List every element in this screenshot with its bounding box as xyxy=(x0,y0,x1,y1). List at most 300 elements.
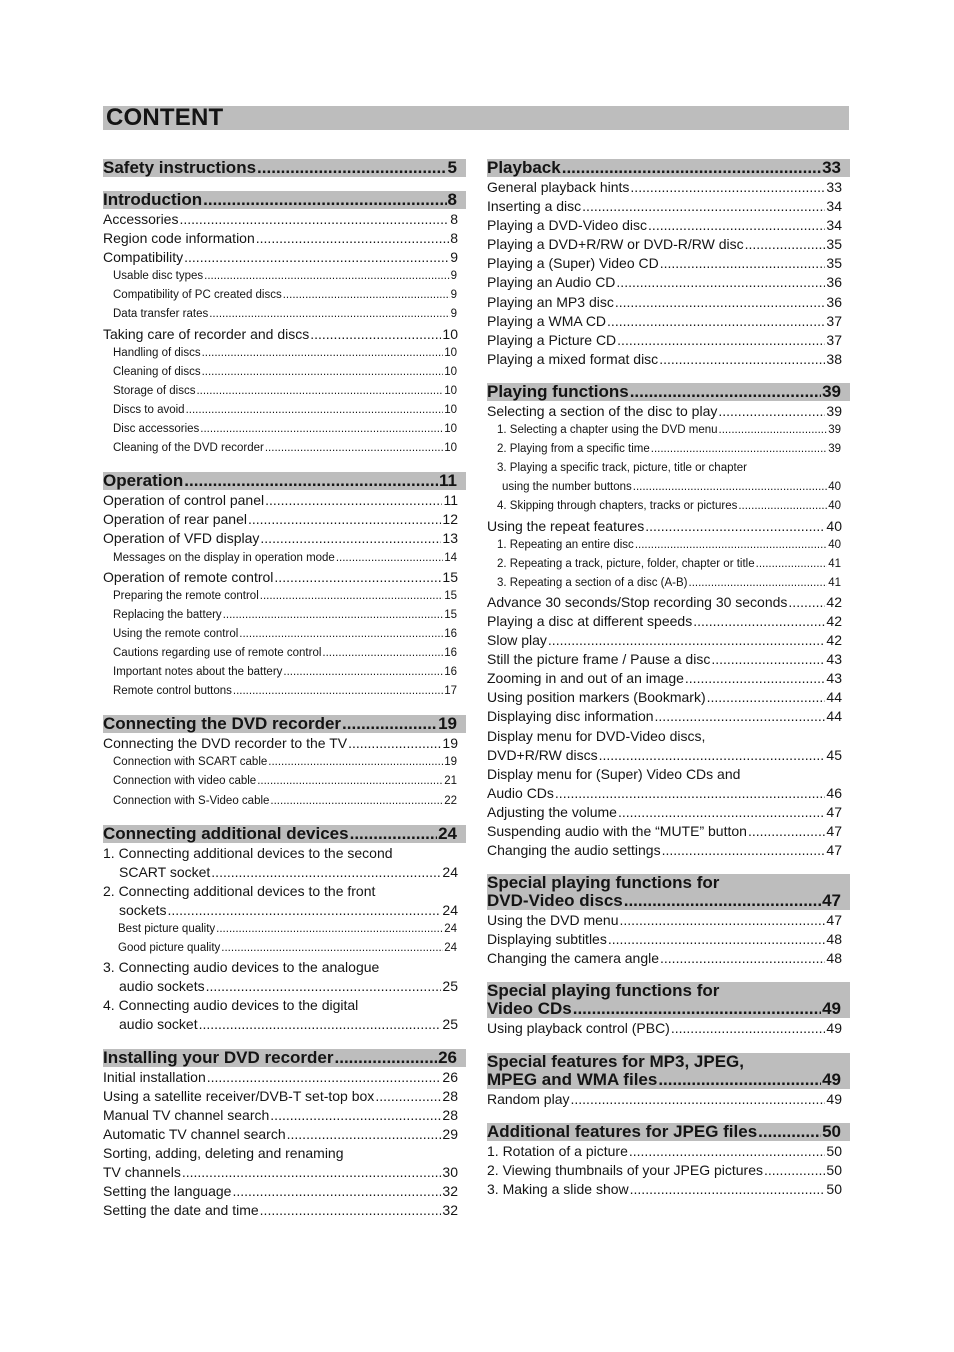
toc-entry[interactable] xyxy=(487,1019,850,1038)
entry-title: Slow play xyxy=(487,632,547,649)
toc-entry[interactable] xyxy=(487,254,850,273)
toc-entry[interactable] xyxy=(103,734,466,753)
entry-title: Using playback control (PBC) xyxy=(487,1020,670,1037)
entry-title: 3. Making a slide show xyxy=(487,1180,629,1197)
entry-title: Storage of discs xyxy=(113,384,196,397)
entry-page: 14 xyxy=(444,551,457,564)
leader-dots xyxy=(179,210,449,229)
entry-title: Operation of control panel xyxy=(103,492,265,509)
toc-entry[interactable] xyxy=(487,273,850,292)
entry-title: Displaying disc information xyxy=(487,708,654,725)
toc-entry[interactable] xyxy=(487,1090,850,1109)
entry-page: 44 xyxy=(826,708,842,725)
toc-entry[interactable] xyxy=(487,784,850,803)
entry-title: Playing a disc at different speeds xyxy=(487,612,693,629)
leader-dots xyxy=(620,911,826,930)
toc-entry[interactable] xyxy=(103,420,466,439)
leader-dots xyxy=(283,663,443,682)
leader-dots xyxy=(184,248,449,267)
entry-title: Connection with S-Video cable xyxy=(113,794,270,807)
leader-dots xyxy=(342,715,437,733)
entry-title: 2. Viewing thumbnails of your JPEG pictures xyxy=(487,1161,763,1178)
toc-entry[interactable] xyxy=(487,293,850,312)
toc-entry[interactable] xyxy=(487,803,850,822)
entry-title: SCART socket xyxy=(119,863,211,880)
toc-entry[interactable] xyxy=(103,286,466,305)
toc-entry[interactable] xyxy=(103,1125,466,1144)
entry-title: using the number buttons xyxy=(502,481,632,494)
entry-page: 40 xyxy=(828,481,841,494)
leader-dots xyxy=(689,574,828,593)
toc-entry[interactable] xyxy=(103,529,466,548)
entry-title: Video CDs xyxy=(487,1000,572,1019)
entry-page: 16 xyxy=(444,627,457,640)
entry-page: 10 xyxy=(442,325,458,342)
toc-entry[interactable] xyxy=(487,350,850,369)
section-heading[interactable] xyxy=(103,715,466,733)
entry-title: Connecting the DVD recorder to the TV xyxy=(103,735,348,752)
entry-page: 39 xyxy=(826,402,842,419)
toc-entry[interactable] xyxy=(103,977,466,996)
entry-page: 25 xyxy=(442,978,458,995)
toc-entry[interactable] xyxy=(487,631,850,650)
section-heading-line[interactable] xyxy=(487,892,850,910)
entry-title: Taking care of recorder and discs xyxy=(103,325,310,342)
toc-entry[interactable] xyxy=(103,644,466,663)
leader-dots xyxy=(335,1049,438,1067)
leader-dots xyxy=(257,159,446,177)
toc-entry[interactable] xyxy=(487,402,850,421)
toc-entry[interactable] xyxy=(487,746,850,765)
toc-entry[interactable] xyxy=(487,949,850,968)
toc-entry[interactable] xyxy=(487,911,850,930)
toc-entry[interactable] xyxy=(103,305,466,324)
entry-title: Audio CDs xyxy=(487,784,554,801)
entry-title: Connection with video cable xyxy=(113,775,257,788)
leader-dots xyxy=(233,682,443,701)
toc-entry[interactable] xyxy=(103,901,466,920)
toc-section xyxy=(487,1053,850,1109)
entry-page: 36 xyxy=(826,274,842,291)
entry-page: 41 xyxy=(828,576,841,589)
entry-page: 36 xyxy=(826,293,842,310)
toc-entry[interactable] xyxy=(103,792,466,811)
toc-section xyxy=(487,1123,850,1199)
toc-entry[interactable] xyxy=(487,497,850,516)
toc-entry[interactable] xyxy=(103,1068,466,1087)
entry-title: DVD-Video discs xyxy=(487,892,623,911)
entry-title: Inserting a disc xyxy=(487,198,582,215)
entry-title: Display menu for (Super) Video CDs and xyxy=(487,765,741,782)
entry-page: 10 xyxy=(444,365,457,378)
toc-entry[interactable] xyxy=(103,920,466,939)
leader-dots xyxy=(232,1182,441,1201)
entry-page: 34 xyxy=(826,217,842,234)
toc-entry[interactable] xyxy=(487,612,850,631)
entry-page: 47 xyxy=(826,842,842,859)
entry-title: Automatic TV channel search xyxy=(103,1125,286,1142)
toc-entry[interactable] xyxy=(103,267,466,286)
leader-dots xyxy=(617,331,825,350)
entry-page: 10 xyxy=(444,384,457,397)
leader-dots xyxy=(607,312,825,331)
entry-title: Compatibility of PC created discs xyxy=(113,289,282,302)
entry-title: Preparing the remote control xyxy=(113,589,259,602)
section-heading-line[interactable] xyxy=(103,715,466,733)
toc-entry[interactable] xyxy=(103,401,466,420)
entry-page: 37 xyxy=(826,312,842,329)
entry-title: Playing functions xyxy=(487,382,629,401)
leader-dots xyxy=(718,402,825,421)
leader-dots xyxy=(260,529,441,548)
toc-entry[interactable] xyxy=(103,491,466,510)
entry-title: Operation of remote control xyxy=(103,568,274,585)
toc-entry[interactable] xyxy=(103,1201,466,1220)
toc-entry[interactable] xyxy=(487,822,850,841)
entry-title: Compatibility xyxy=(103,249,184,266)
section-heading-line[interactable] xyxy=(103,159,466,177)
toc-left-column xyxy=(103,159,466,1234)
entry-title: Handling of discs xyxy=(113,346,201,359)
entry-page: 12 xyxy=(442,511,458,528)
entry-title: sockets xyxy=(119,901,167,918)
leader-dots xyxy=(555,784,826,803)
entry-page: 10 xyxy=(444,423,457,436)
toc-entry[interactable] xyxy=(487,707,850,726)
entry-page: 40 xyxy=(828,500,841,513)
section-title: Special playing functions for xyxy=(487,874,720,893)
leader-dots xyxy=(599,746,826,765)
entry-title: Using the DVD menu xyxy=(487,912,619,929)
leader-dots xyxy=(608,930,826,949)
section-heading[interactable] xyxy=(487,874,850,910)
section-heading-line[interactable] xyxy=(487,1000,850,1018)
toc-entry[interactable] xyxy=(103,606,466,625)
toc-entry[interactable] xyxy=(487,536,850,555)
entry-page: 48 xyxy=(826,950,842,967)
toc-entry[interactable] xyxy=(487,841,850,860)
entry-page: 46 xyxy=(826,784,842,801)
leader-dots xyxy=(616,273,825,292)
entry-page: 43 xyxy=(826,670,842,687)
entry-page: 39 xyxy=(828,424,841,437)
leader-dots xyxy=(184,472,438,490)
entry-page: 42 xyxy=(826,612,842,629)
toc-entry[interactable] xyxy=(103,1015,466,1034)
entry-page: 19 xyxy=(438,715,457,734)
leader-dots xyxy=(582,197,825,216)
leader-dots xyxy=(200,420,443,439)
toc-entry[interactable] xyxy=(487,440,850,459)
toc-entry[interactable] xyxy=(103,1144,466,1163)
section-heading[interactable] xyxy=(487,982,850,1018)
toc-entry[interactable] xyxy=(487,331,850,350)
toc-entry[interactable] xyxy=(487,765,850,784)
leader-dots xyxy=(645,517,825,536)
toc-entry[interactable] xyxy=(103,248,466,267)
toc-entry[interactable] xyxy=(487,197,850,216)
toc-entry[interactable] xyxy=(487,1161,850,1180)
leader-dots xyxy=(257,772,443,791)
toc-entry[interactable] xyxy=(103,844,466,863)
toc-entry[interactable] xyxy=(103,549,466,568)
toc-entry[interactable] xyxy=(487,459,850,478)
leader-dots xyxy=(202,344,444,363)
toc-entry[interactable] xyxy=(103,344,466,363)
section-heading-line[interactable] xyxy=(487,159,850,177)
toc-entry[interactable] xyxy=(103,772,466,791)
toc-entry[interactable] xyxy=(103,587,466,606)
toc-entry[interactable] xyxy=(103,382,466,401)
leader-dots xyxy=(239,625,443,644)
leader-dots xyxy=(764,1161,825,1180)
toc-entry[interactable] xyxy=(103,1087,466,1106)
toc-entry[interactable] xyxy=(487,593,850,612)
entry-page: 10 xyxy=(444,346,457,359)
entry-page: 11 xyxy=(439,472,457,491)
toc-entry[interactable] xyxy=(487,478,850,497)
toc-entry[interactable] xyxy=(103,510,466,529)
entry-title: Additional features for JPEG files xyxy=(487,1122,758,1141)
entry-title: audio sockets xyxy=(119,978,205,995)
entry-title: audio socket xyxy=(119,1016,198,1033)
entry-page: 33 xyxy=(822,159,841,177)
entry-page: 9 xyxy=(450,308,457,321)
entry-title: Changing the audio settings xyxy=(487,842,661,859)
leader-dots xyxy=(573,1000,821,1018)
section-heading[interactable] xyxy=(103,159,466,177)
entry-page: 34 xyxy=(826,198,842,215)
toc-section xyxy=(487,159,850,369)
section-heading[interactable] xyxy=(103,825,466,843)
entry-page: 25 xyxy=(442,1016,458,1033)
leader-dots xyxy=(624,892,821,910)
entry-page: 8 xyxy=(450,211,458,227)
leader-dots xyxy=(270,792,443,811)
leader-dots xyxy=(202,363,444,382)
toc-entry[interactable] xyxy=(103,568,466,587)
leader-dots xyxy=(310,325,441,344)
toc-entry[interactable] xyxy=(103,439,466,458)
toc-entry[interactable] xyxy=(103,958,466,977)
toc-entry[interactable] xyxy=(487,517,850,536)
section-heading-line xyxy=(487,1053,850,1071)
toc-entry[interactable] xyxy=(487,178,850,197)
entry-page: 15 xyxy=(442,568,458,585)
entry-title: 1. Connecting additional devices to the second xyxy=(103,844,393,861)
entry-title: Using a satellite receiver/DVB-T set-top box xyxy=(103,1087,375,1104)
entry-page: 32 xyxy=(442,1202,458,1219)
entry-title: Random play xyxy=(487,1090,570,1107)
entry-title: Changing the camera angle xyxy=(487,950,660,967)
toc-entry[interactable] xyxy=(487,930,850,949)
section-heading[interactable] xyxy=(103,472,466,490)
entry-page: 47 xyxy=(826,912,842,929)
leader-dots xyxy=(221,939,443,958)
entry-page: 30 xyxy=(442,1164,458,1181)
entry-title: Discs to avoid xyxy=(113,403,185,416)
entry-page: 47 xyxy=(822,892,841,911)
section-heading[interactable] xyxy=(103,191,466,209)
toc-entry[interactable] xyxy=(103,682,466,701)
toc-entry[interactable] xyxy=(103,939,466,958)
section-heading-line[interactable] xyxy=(487,1071,850,1089)
leader-dots xyxy=(618,803,825,822)
toc-entry[interactable] xyxy=(103,863,466,882)
leader-dots xyxy=(660,949,825,968)
entry-page: 39 xyxy=(828,443,841,456)
toc-entry[interactable] xyxy=(487,421,850,440)
section-heading-line xyxy=(487,982,850,1000)
entry-title: Installing your DVD recorder xyxy=(103,1048,334,1067)
entry-title: Suspending audio with the “MUTE” button xyxy=(487,823,747,839)
entry-page: 11 xyxy=(443,492,458,509)
leader-dots xyxy=(209,305,449,324)
leader-dots xyxy=(199,1015,442,1034)
entry-title: Connection with SCART cable xyxy=(113,756,268,769)
leader-dots xyxy=(211,863,441,882)
entry-page: 49 xyxy=(822,1070,841,1089)
entry-title: General playback hints xyxy=(487,179,630,195)
toc-section xyxy=(103,715,466,810)
leader-dots xyxy=(648,216,825,235)
entry-title: Cautions regarding use of remote control xyxy=(113,646,322,659)
entry-page: 28 xyxy=(442,1087,458,1104)
leader-dots xyxy=(167,901,441,920)
entry-page: 15 xyxy=(444,608,457,621)
entry-page: 8 xyxy=(450,230,458,247)
toc-entry[interactable] xyxy=(487,669,850,688)
entry-page: 9 xyxy=(450,289,457,302)
entry-title: Adjusting the volume xyxy=(487,803,617,820)
section-heading-line[interactable] xyxy=(487,383,850,401)
entry-title: 2. Repeating a track, picture, folder, chapter or title xyxy=(497,557,755,570)
toc-entry[interactable] xyxy=(103,882,466,901)
toc-right-column xyxy=(487,159,850,1213)
leader-dots xyxy=(223,606,444,625)
toc-entry[interactable] xyxy=(487,555,850,574)
entry-title: Usable disc types xyxy=(113,270,204,283)
toc-entry[interactable] xyxy=(487,312,850,331)
leader-dots xyxy=(216,920,443,939)
entry-page: 35 xyxy=(826,255,842,272)
entry-title: 4. Skipping through chapters, tracks or pictures xyxy=(497,500,738,513)
entry-page: 26 xyxy=(438,1048,457,1067)
toc-entry[interactable] xyxy=(103,325,466,344)
toc-entry[interactable] xyxy=(487,216,850,235)
leader-dots xyxy=(633,478,827,497)
entry-title: Region code information xyxy=(103,230,255,247)
leader-dots xyxy=(375,1087,441,1106)
toc-entry[interactable] xyxy=(103,1182,466,1201)
entry-title: Display menu for DVD-Video discs, xyxy=(487,727,706,744)
toc-entry[interactable] xyxy=(487,650,850,669)
leader-dots xyxy=(350,825,437,843)
entry-page: 32 xyxy=(442,1183,458,1200)
toc-entry[interactable] xyxy=(103,625,466,644)
toc-section xyxy=(103,159,466,177)
toc-entry[interactable] xyxy=(103,996,466,1015)
entry-title: Playing a DVD-Video disc xyxy=(487,217,648,234)
toc-entry[interactable] xyxy=(487,235,850,254)
entry-page: 50 xyxy=(826,1180,842,1197)
leader-dots xyxy=(615,293,826,312)
toc-entry[interactable] xyxy=(103,1106,466,1125)
leader-dots xyxy=(562,159,821,177)
toc-entry[interactable] xyxy=(487,1180,850,1199)
entry-title: Setting the language xyxy=(103,1183,232,1200)
entry-page: 48 xyxy=(826,931,842,948)
entry-page: 5 xyxy=(447,159,457,177)
leader-dots xyxy=(571,1090,826,1109)
toc-entry[interactable] xyxy=(487,727,850,746)
toc-entry[interactable] xyxy=(487,574,850,593)
section-heading[interactable] xyxy=(487,159,850,177)
entry-title: DVD+R/RW discs xyxy=(487,746,598,763)
section-heading-line[interactable] xyxy=(103,825,466,843)
toc-section xyxy=(103,472,466,701)
leader-dots xyxy=(196,382,443,401)
entry-page: 40 xyxy=(826,517,842,534)
section-heading[interactable] xyxy=(487,1053,850,1089)
entry-title: 2. Connecting additional devices to the front xyxy=(103,882,376,899)
toc-entry[interactable] xyxy=(103,363,466,382)
toc-entry[interactable] xyxy=(487,688,850,707)
section-heading[interactable] xyxy=(103,1049,466,1067)
entry-title: Replacing the battery xyxy=(113,608,222,621)
entry-title: Using the repeat features xyxy=(487,517,645,534)
section-heading-line[interactable] xyxy=(103,191,466,209)
entry-page: 19 xyxy=(444,756,457,769)
entry-page: 49 xyxy=(826,1090,842,1107)
entry-title: Playing a DVD+R/RW or DVD-R/RW disc xyxy=(487,236,744,253)
entry-title: 1. Selecting a chapter using the DVD menu xyxy=(497,424,718,437)
leader-dots xyxy=(265,439,443,458)
section-heading-line[interactable] xyxy=(103,1049,466,1067)
toc-entry[interactable] xyxy=(103,1163,466,1182)
leader-dots xyxy=(548,631,826,650)
entry-title: 1. Rotation of a picture xyxy=(487,1142,628,1159)
toc-entry[interactable] xyxy=(103,229,466,248)
section-heading[interactable] xyxy=(487,1123,850,1141)
entry-page: 41 xyxy=(828,557,841,570)
entry-title: Connecting the DVD recorder xyxy=(103,715,342,734)
section-heading[interactable] xyxy=(487,383,850,401)
leader-dots xyxy=(659,350,825,369)
entry-title: 1. Repeating an entire disc xyxy=(497,538,634,551)
entry-title: Playing a mixed format disc xyxy=(487,350,659,367)
toc-entry[interactable] xyxy=(487,1142,850,1161)
section-heading-line[interactable] xyxy=(103,472,466,490)
entry-title: MPEG and WMA files xyxy=(487,1070,658,1089)
entry-title: Displaying subtitles xyxy=(487,931,607,948)
toc-entry[interactable] xyxy=(103,753,466,772)
entry-page: 16 xyxy=(444,666,457,679)
entry-title: Using the remote control xyxy=(113,627,239,640)
toc-entry[interactable] xyxy=(103,210,466,229)
toc-entry[interactable] xyxy=(103,663,466,682)
toc-section xyxy=(103,1049,466,1221)
leader-dots xyxy=(660,254,826,273)
entry-title: Operation of VFD display xyxy=(103,530,260,547)
entry-title: Best picture quality xyxy=(118,923,216,935)
entry-page: 44 xyxy=(826,689,842,706)
entry-title: Remote control buttons xyxy=(113,685,232,698)
leader-dots xyxy=(274,568,441,587)
section-heading-line[interactable] xyxy=(487,1123,850,1141)
leader-dots xyxy=(707,688,826,707)
leader-dots xyxy=(260,587,443,606)
